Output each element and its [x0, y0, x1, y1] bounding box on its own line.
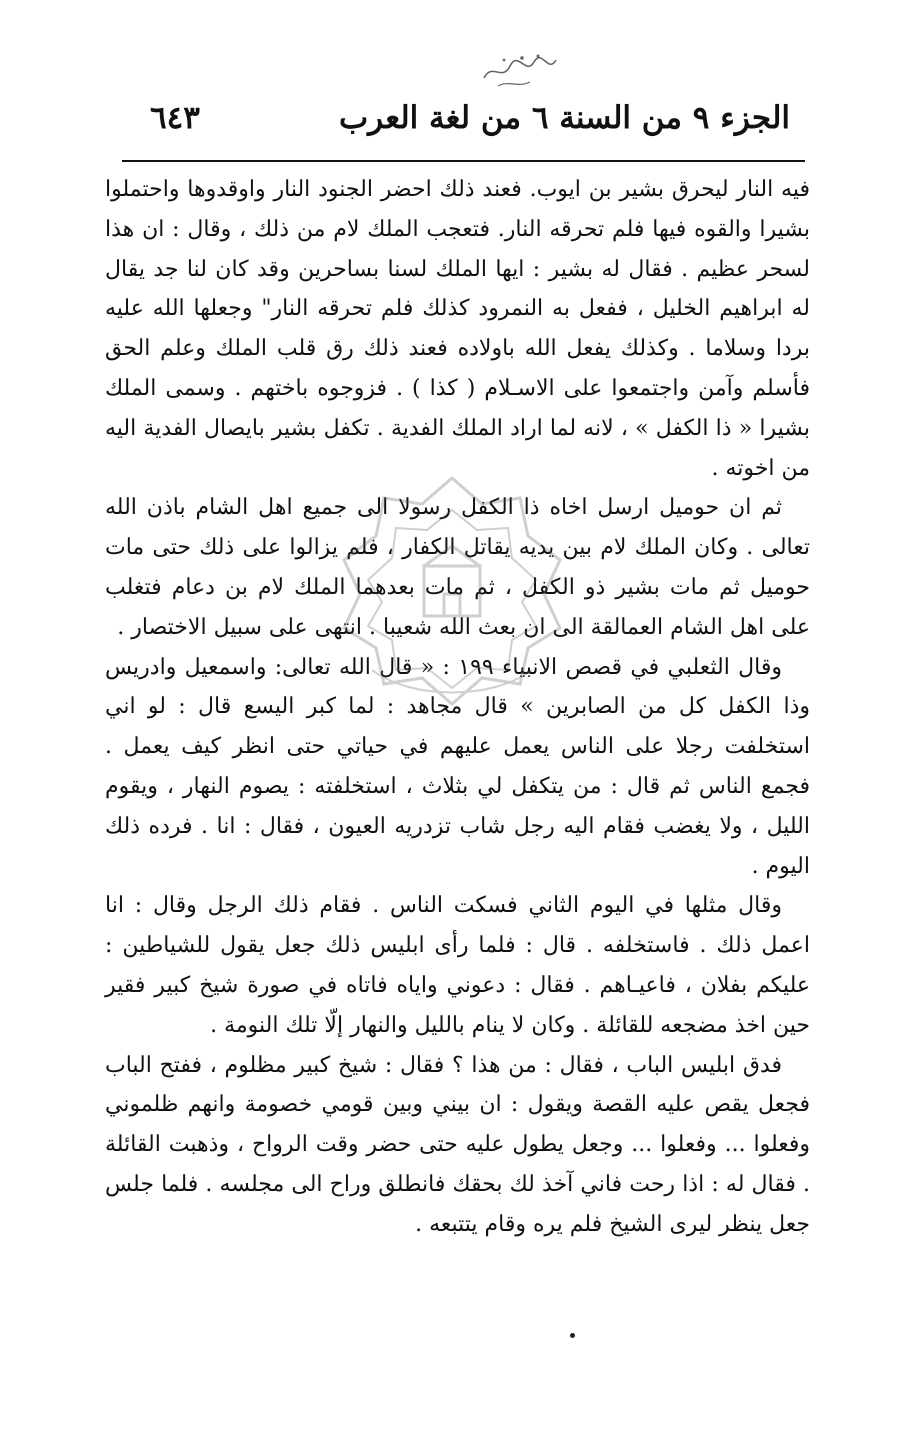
paragraph: فدق ابليس الباب ، فقال : من هذا ؟ فقال : شيخ كبير مظلوم ، ففتح الباب فجعل يقص عليه القصة ويقول : ان بيني وبين قومي خصومة وانهم ظلموني وفعلوا ... وفعلوا ... وجعل يطول عليه حتى حضر وقت الرواح ، وذهبت القائلة . فقال له : اذا رحت فاني آخذ لك بحقك فانطلق وراح الى مجلسه . فلما جلس جعل ينظر ليرى الشيخ فلم يره وقام يتتبعه . — [105, 1052, 810, 1237]
header-divider — [122, 160, 805, 162]
running-title: الجزء ٩ من السنة ٦ من لغة العرب — [338, 100, 790, 136]
article-body — [105, 170, 810, 1245]
page-number: ٦٤٣ — [150, 100, 200, 136]
footer-mark — [570, 1333, 575, 1338]
handwritten-mark-icon — [478, 52, 560, 90]
paragraph: وقال الثعلبي في قصص الانبياء ١٩٩ : « قال الله تعالى: واسمعيل وادريس وذا الكفل كل من الصابرين » قال مجاهد : لما كبر اليسع قال : لو اني استخلفت رجلا على الناس يعمل عليهم في حياتي حتى انظر كيف يعمل . فجمع الناس ثم قال : من يتكفل لي بثلاث ، استخلفته : يصوم النهار ، ويقوم الليل ، ولا يغضب فقام اليه رجل شاب تزدريه العيون ، فقال : انا . فرده ذلك اليوم . — [105, 654, 810, 879]
paragraph: وقال مثلها في اليوم الثاني فسكت الناس . فقام ذلك الرجل وقال : انا اعمل ذلك . فاستخلفه . قال : فلما رأى ابليس ذلك جعل يقول للشياطين : عليكم بفلان ، فاعيـاهم . فقال : دعوني واياه فاتاه في صورة شيخ كبير فقير حين اخذ مضجعه للقائلة . وكان لا ينام بالليل والنهار إلّا تلك النومة . — [105, 893, 810, 1038]
paragraph: ثم ان حوميل ارسل اخاه ذا الكفل رسولا الى جميع اهل الشام باذن الله تعالى . وكان الملك لام بين يديه يقاتل الكفار ، فلم يزالوا على ذلك حتى مات حوميل ثم مات بشير ذو الكفل ، ثم مات بعدهما الملك لام بن دعام فتغلب على اهل الشام العمالقة الى ان بعث الله شعيبا . انتهى على سبيل الاختصار . — [105, 495, 810, 640]
paragraph: فيه النار ليحرق بشير بن ايوب. فعند ذلك احضر الجنود النار واوقدوها واحتملوا بشيرا والقوه فيها فلم تحرقه النار. فتعجب الملك لام من ذلك ، وقال : ان هذا لسحر عظيم . فقال له بشير : ايها الملك لسنا بساحرين وقد كان لنا جد يقال له ابراهيم الخليل ، ففعل به النمرود كذلك فلم تحرقه النار" وجعلها الله عليه بردا وسلاما . وكذلك يفعل الله باولاده فعند ذلك رق قلب الملك وعلم الحق فأسلم وآمن واجتمعوا على الاسـلام ( كذا ) . فزوجوه باختهم . وسمى الملك بشيرا « ذا الكفل » ، لانه لما اراد الملك الفدية . تكفل بشير بايصال الفدية اليه من اخوته . — [105, 177, 810, 481]
page-header — [150, 92, 790, 152]
